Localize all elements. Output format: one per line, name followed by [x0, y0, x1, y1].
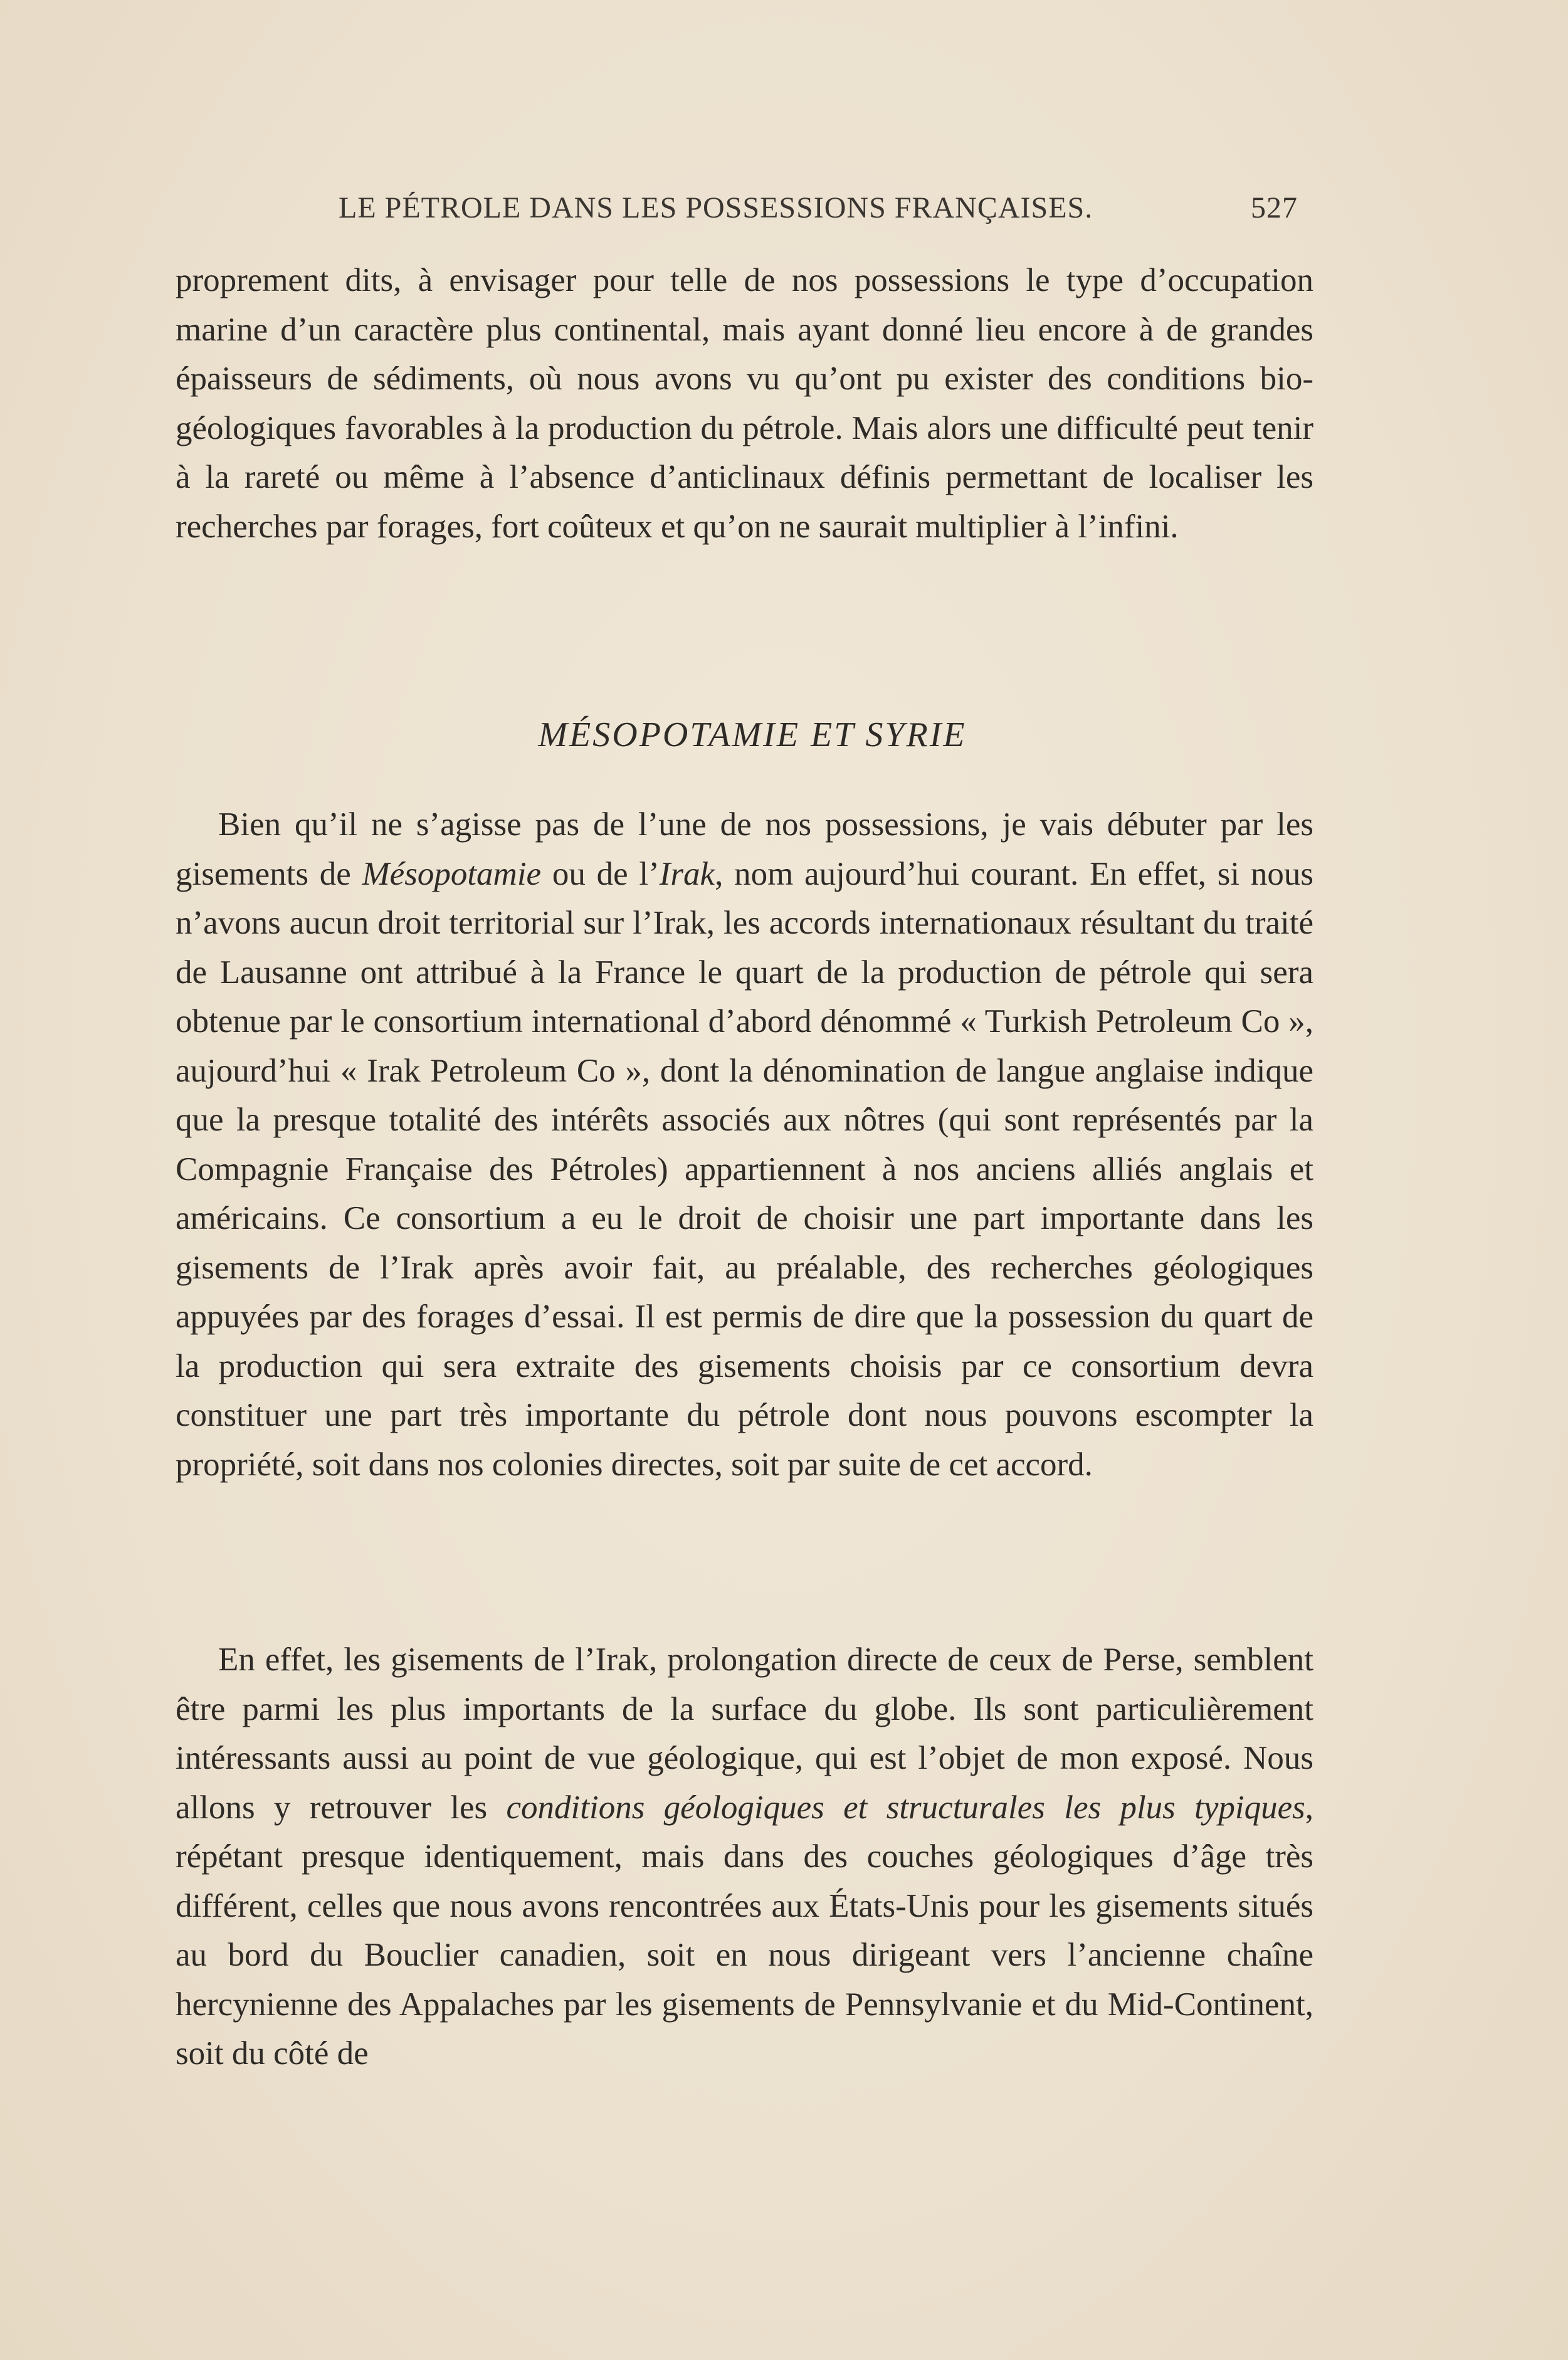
paragraph-text: , nom aujourd’hui courant. En effet, si nous n’avons aucun droit territorial sur l’Irak, les accords internationaux résultant du traité de Lausanne ont attribué à la France le quart de la production de pétrole qui sera obtenue par le consortium international d’abord dénommé « Turkish Petroleum Co », aujourd’hui « Irak Petroleum Co », dont la dénomination de langue anglaise indique que la presque totalité des intérêts associés aux nôtres (qui sont représentés par la Compagnie Française des Pétroles) appartiennent à nos anciens alliés anglais et américains. Ce consortium a eu le droit de choisir une part importante dans les gisements de l’Irak après avoir fait, au préalable, des recherches géologiques appuyées par des forages d’essai. Il est permis de dire que la possession du quart de la production qui sera extraite des gisements choisis par ce consortium devra constituer une part très importante du pétrole dont nous pouvons escompter la propriété, soit dans nos colonies directes, soit par suite de cet accord. — [176, 855, 1313, 1483]
italic-term-irak: Irak — [659, 855, 715, 892]
italic-phrase-conditions: conditions géologiques et structurales les plus typiques — [506, 1789, 1305, 1826]
paragraph-irak-intro — [176, 800, 1313, 1489]
page-number: 527 — [1251, 191, 1298, 224]
section-title: MÉSOPOTAMIE ET SYRIE — [538, 715, 967, 754]
paragraph-continuation: proprement dits, à envisager pour telle de nos possessions le type d’occupation marine d’un caractère plus continental, mais ayant donné lieu encore à de grandes épaisseurs de sédiments, où nous avons vu qu’ont pu exister des conditions bio-géologiques favorables à la production du pétrole. Mais alors une difficulté peut tenir à la rareté ou même à l’absence d’anticlinaux définis permettant de localiser les recherches par forages, fort coûteux et qu’on ne saurait multiplier à l’infini. — [176, 262, 1313, 545]
running-header — [326, 191, 1310, 234]
paragraph-text: ou de l’ — [541, 855, 660, 892]
header-title: LE PÉTROLE DANS LES POSSESSIONS FRANÇAISES. — [339, 191, 1093, 224]
paragraph-irak-geology — [176, 1635, 1313, 2078]
paragraph-text: En effet, les gisements de l’Irak, prolongation directe de ceux de Perse, semblent être parmi les plus importants de la surface du globe. Ils sont particulièrement intéressants aussi au point de vue géologique, qui est l’objet de mon exposé. Nous allons y retrouver les — [176, 1641, 1313, 1826]
paragraph-text: Bien qu’il ne s’agisse pas de l’une de nos possessions, je vais débuter par les gisements de — [176, 806, 1313, 892]
italic-term-mesopotamie: Mésopotamie — [362, 855, 542, 892]
paragraph-text: , répétant presque identiquement, mais dans des couches géologiques d’âge très différent, celles que nous avons rencontrées aux États-Unis pour les gisements situés au bord du Bouclier canadien, soit en nous dirigeant vers l’ancienne chaîne hercynienne des Appalaches par les gisements de Pennsylvanie et du Mid-Continent, soit du côté de — [176, 1789, 1313, 2072]
